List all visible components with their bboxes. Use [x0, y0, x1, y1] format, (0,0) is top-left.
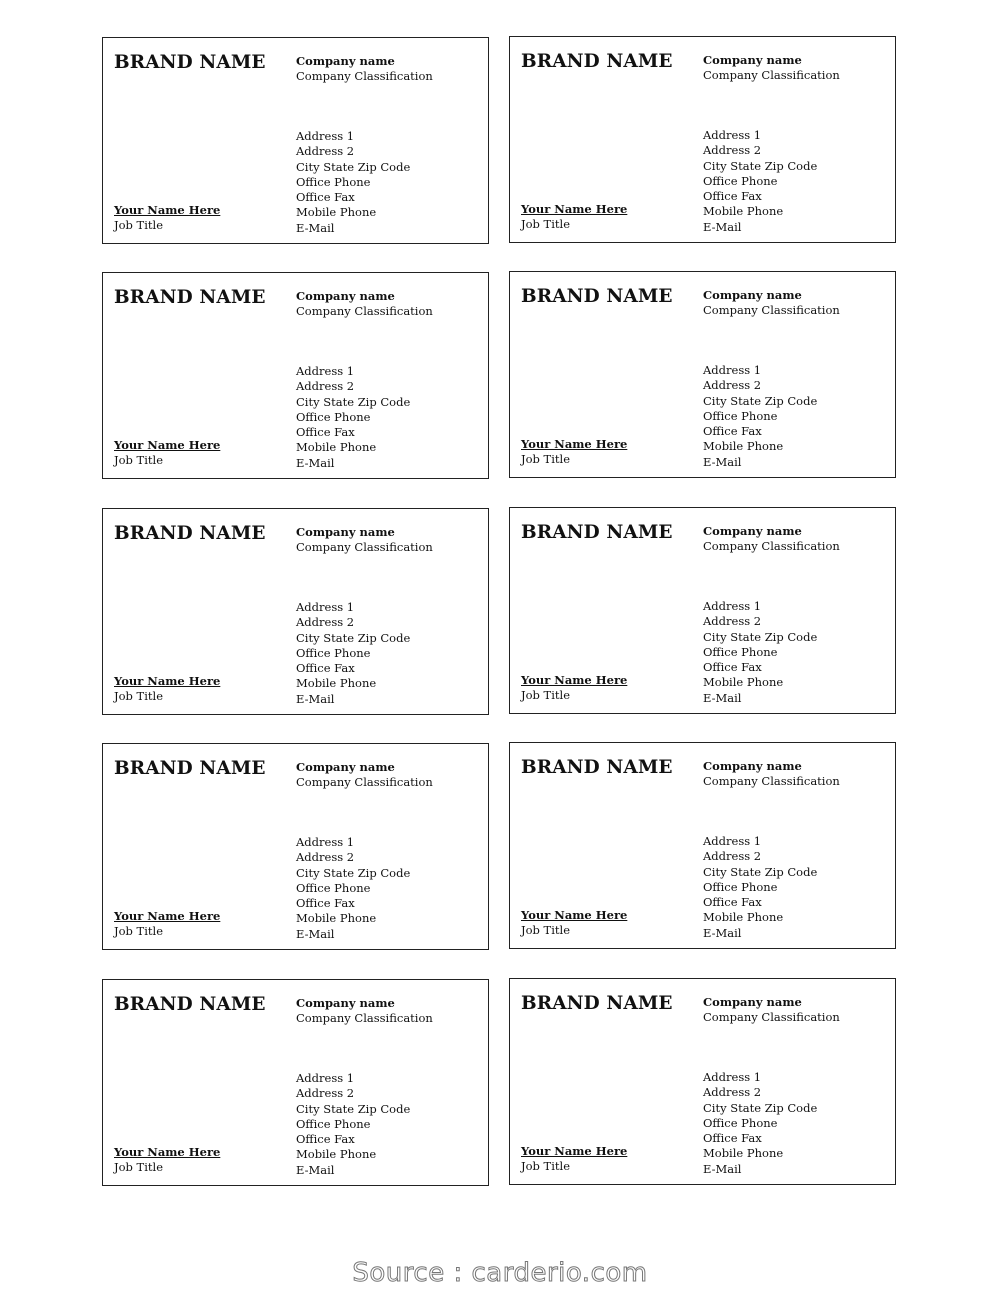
job-title: Job Title — [521, 923, 571, 937]
job-title: Job Title — [521, 217, 571, 231]
person-name: Your Name Here — [114, 203, 221, 217]
business-card — [102, 508, 489, 715]
mobile-phone: Mobile Phone — [703, 439, 784, 454]
email: E-Mail — [703, 219, 742, 234]
person-name: Your Name Here — [114, 674, 221, 688]
person-name: Your Name Here — [521, 908, 628, 922]
brand-name: BRAND NAME — [114, 758, 266, 779]
business-card — [509, 507, 896, 714]
business-card — [509, 36, 896, 243]
city-state-zip: City State Zip Code — [296, 159, 411, 174]
office-fax: Office Fax — [296, 190, 355, 205]
office-phone: Office Phone — [703, 644, 778, 659]
company-classification: Company Classification — [703, 539, 840, 553]
mobile-phone: Mobile Phone — [296, 205, 377, 220]
company-classification: Company Classification — [296, 540, 433, 554]
office-phone: Office Phone — [296, 409, 371, 424]
office-fax: Office Fax — [703, 424, 762, 439]
company-classification: Company Classification — [703, 1010, 840, 1024]
address-1: Address 1 — [703, 599, 762, 613]
company-name: Company name — [703, 995, 802, 1009]
business-card — [102, 37, 489, 244]
person-name: Your Name Here — [114, 438, 221, 452]
company-name: Company name — [703, 53, 802, 67]
address-1: Address 1 — [703, 1070, 762, 1084]
address-2: Address 2 — [703, 143, 762, 158]
mobile-phone: Mobile Phone — [703, 1146, 784, 1161]
address-2: Address 2 — [703, 849, 762, 864]
address-1: Address 1 — [296, 129, 355, 143]
company-classification: Company Classification — [703, 774, 840, 788]
address-2: Address 2 — [296, 1086, 355, 1101]
brand-name: BRAND NAME — [114, 994, 266, 1015]
job-title: Job Title — [521, 452, 571, 466]
office-fax: Office Fax — [296, 425, 355, 440]
person-name: Your Name Here — [114, 909, 221, 923]
address-1: Address 1 — [703, 363, 762, 377]
job-title: Job Title — [521, 688, 571, 702]
address-2: Address 2 — [296, 144, 355, 159]
job-title: Job Title — [114, 218, 164, 232]
job-title: Job Title — [114, 924, 164, 938]
job-title: Job Title — [114, 689, 164, 703]
company-name: Company name — [296, 54, 395, 68]
company-classification: Company Classification — [703, 303, 840, 317]
business-card — [102, 979, 489, 1186]
email: E-Mail — [296, 455, 335, 470]
address-2: Address 2 — [296, 850, 355, 865]
job-title: Job Title — [521, 1159, 571, 1173]
contact-block — [296, 364, 410, 471]
mobile-phone: Mobile Phone — [296, 1147, 377, 1162]
company-name: Company name — [296, 525, 395, 539]
company-name: Company name — [703, 759, 802, 773]
contact-block — [703, 599, 817, 706]
city-state-zip: City State Zip Code — [703, 1100, 818, 1115]
address-2: Address 2 — [703, 614, 762, 629]
city-state-zip: City State Zip Code — [703, 629, 818, 644]
contact-block — [296, 1071, 410, 1178]
office-phone: Office Phone — [703, 1115, 778, 1130]
email: E-Mail — [703, 1161, 742, 1176]
company-classification: Company Classification — [296, 775, 433, 789]
office-phone: Office Phone — [296, 880, 371, 895]
contact-block — [296, 129, 410, 236]
email: E-Mail — [703, 925, 742, 940]
mobile-phone: Mobile Phone — [703, 204, 784, 219]
office-phone: Office Phone — [296, 645, 371, 660]
email: E-Mail — [296, 220, 335, 235]
job-title: Job Title — [114, 453, 164, 467]
office-fax: Office Fax — [703, 189, 762, 204]
person-name: Your Name Here — [521, 437, 628, 451]
contact-block — [703, 363, 817, 470]
business-card — [509, 742, 896, 949]
office-fax: Office Fax — [703, 1131, 762, 1146]
address-2: Address 2 — [703, 1085, 762, 1100]
address-2: Address 2 — [296, 379, 355, 394]
company-classification: Company Classification — [703, 68, 840, 82]
source-watermark: Source : carderio.com — [352, 1258, 648, 1288]
mobile-phone: Mobile Phone — [703, 675, 784, 690]
company-classification: Company Classification — [296, 1011, 433, 1025]
company-name: Company name — [703, 524, 802, 538]
address-2: Address 2 — [296, 615, 355, 630]
brand-name: BRAND NAME — [114, 523, 266, 544]
address-1: Address 1 — [703, 834, 762, 848]
mobile-phone: Mobile Phone — [703, 910, 784, 925]
address-1: Address 1 — [296, 364, 355, 378]
office-phone: Office Phone — [296, 1116, 371, 1131]
company-name: Company name — [703, 288, 802, 302]
brand-name: BRAND NAME — [521, 51, 673, 72]
mobile-phone: Mobile Phone — [296, 911, 377, 926]
person-name: Your Name Here — [521, 202, 628, 216]
city-state-zip: City State Zip Code — [296, 630, 411, 645]
email: E-Mail — [296, 926, 335, 941]
city-state-zip: City State Zip Code — [703, 393, 818, 408]
contact-block — [703, 128, 817, 235]
office-phone: Office Phone — [296, 174, 371, 189]
contact-block — [296, 835, 410, 942]
contact-block — [703, 834, 817, 941]
office-fax: Office Fax — [703, 895, 762, 910]
person-name: Your Name Here — [521, 1144, 628, 1158]
business-card — [509, 978, 896, 1185]
company-classification: Company Classification — [296, 304, 433, 318]
business-card — [102, 272, 489, 479]
office-fax: Office Fax — [296, 896, 355, 911]
company-name: Company name — [296, 289, 395, 303]
mobile-phone: Mobile Phone — [296, 440, 377, 455]
brand-name: BRAND NAME — [521, 993, 673, 1014]
person-name: Your Name Here — [114, 1145, 221, 1159]
contact-block — [703, 1070, 817, 1177]
city-state-zip: City State Zip Code — [703, 864, 818, 879]
office-fax: Office Fax — [296, 1132, 355, 1147]
company-classification: Company Classification — [296, 69, 433, 83]
contact-block — [296, 600, 410, 707]
job-title: Job Title — [114, 1160, 164, 1174]
city-state-zip: City State Zip Code — [703, 158, 818, 173]
business-card — [509, 271, 896, 478]
address-1: Address 1 — [296, 835, 355, 849]
email: E-Mail — [703, 454, 742, 469]
address-1: Address 1 — [703, 128, 762, 142]
email: E-Mail — [296, 691, 335, 706]
brand-name: BRAND NAME — [114, 52, 266, 73]
office-fax: Office Fax — [296, 661, 355, 676]
company-name: Company name — [296, 996, 395, 1010]
office-fax: Office Fax — [703, 660, 762, 675]
company-name: Company name — [296, 760, 395, 774]
city-state-zip: City State Zip Code — [296, 865, 411, 880]
city-state-zip: City State Zip Code — [296, 394, 411, 409]
brand-name: BRAND NAME — [521, 522, 673, 543]
address-1: Address 1 — [296, 600, 355, 614]
brand-name: BRAND NAME — [521, 757, 673, 778]
email: E-Mail — [296, 1162, 335, 1177]
brand-name: BRAND NAME — [521, 286, 673, 307]
address-1: Address 1 — [296, 1071, 355, 1085]
mobile-phone: Mobile Phone — [296, 676, 377, 691]
office-phone: Office Phone — [703, 173, 778, 188]
email: E-Mail — [703, 690, 742, 705]
business-card — [102, 743, 489, 950]
address-2: Address 2 — [703, 378, 762, 393]
city-state-zip: City State Zip Code — [296, 1101, 411, 1116]
brand-name: BRAND NAME — [114, 287, 266, 308]
office-phone: Office Phone — [703, 408, 778, 423]
office-phone: Office Phone — [703, 879, 778, 894]
person-name: Your Name Here — [521, 673, 628, 687]
